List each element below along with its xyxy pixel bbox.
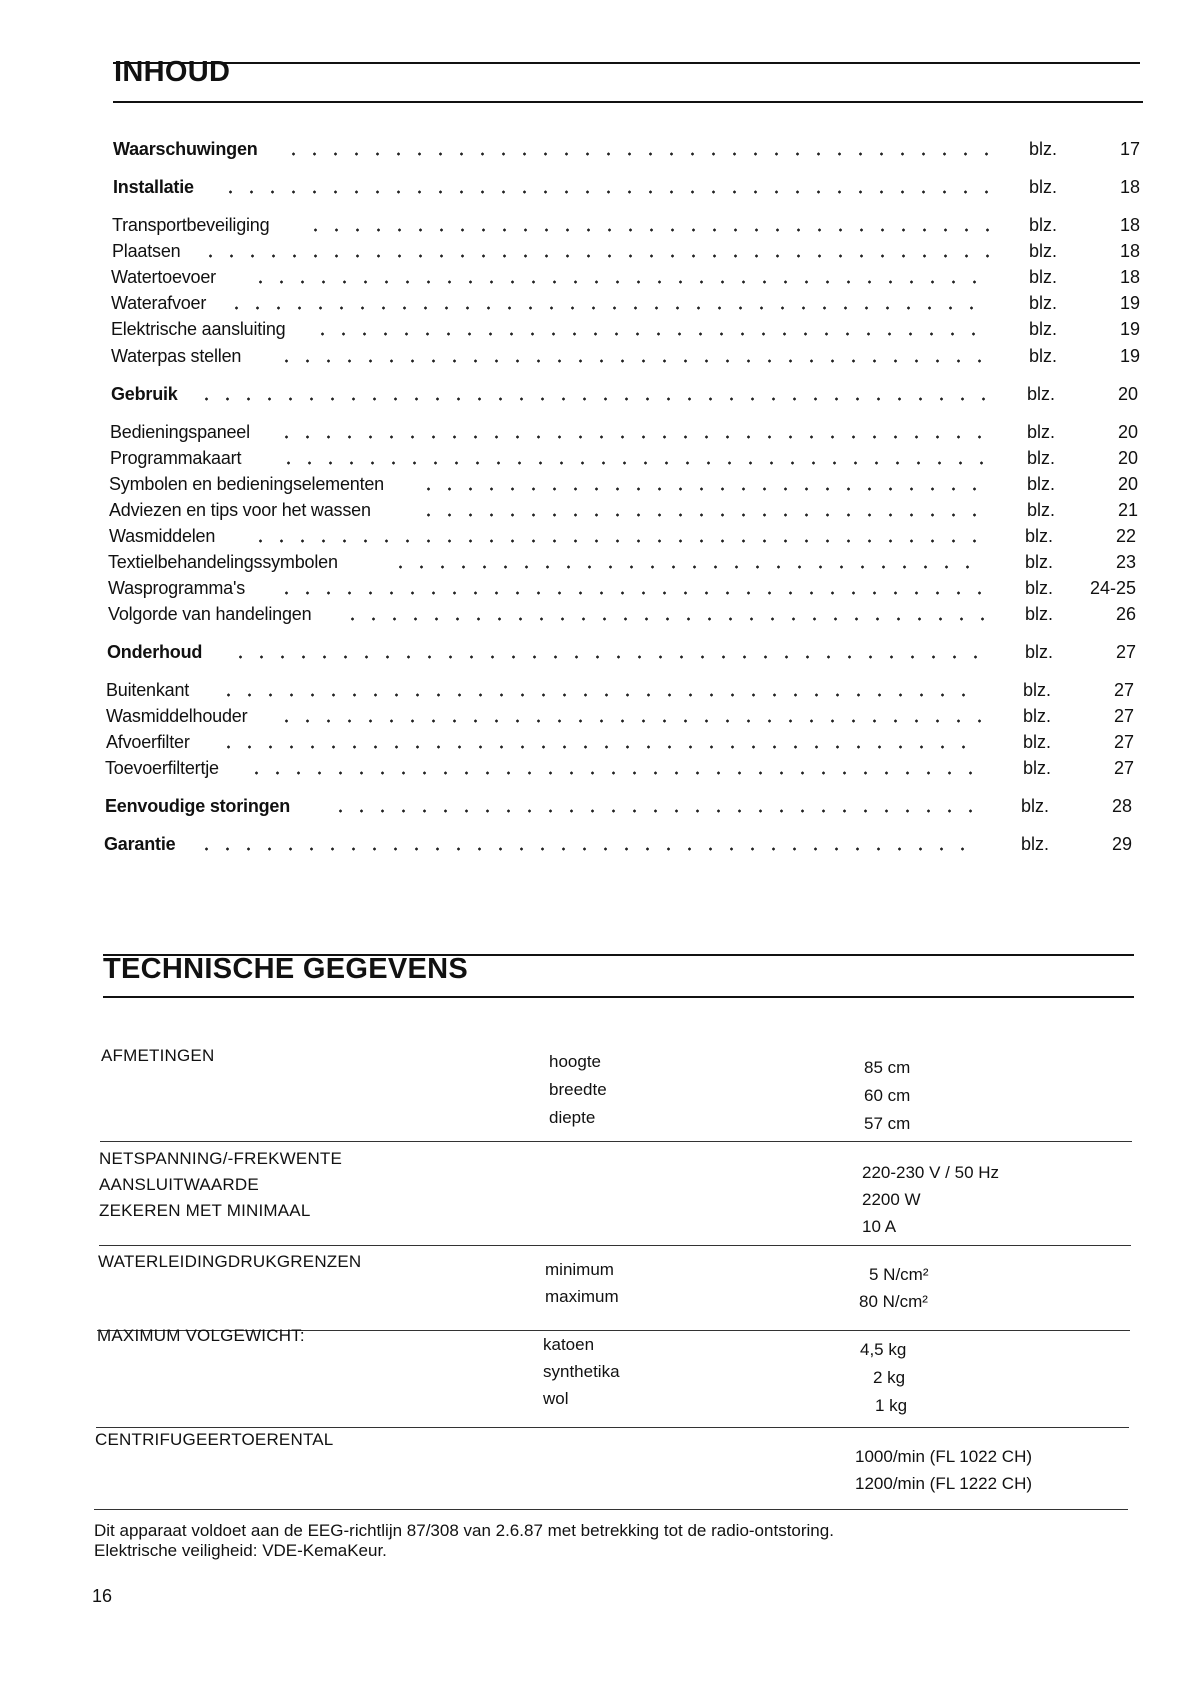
- spec-value-spin-1022: 1000/min (FL 1022 CH): [855, 1447, 1033, 1466]
- compliance-note: Dit apparaat voldoet aan de EEG-richtlijn 87/308 van 2.6.87 met betrekking tot de radio-ontstoring.: [94, 1521, 834, 1540]
- toc-entry-blz: blz.: [1027, 500, 1056, 520]
- spec-sub-hoogte: hoogte: [549, 1052, 601, 1071]
- spec-label-aansluitwaarde: AANSLUITWAARDE: [99, 1175, 259, 1194]
- toc-bottom-rule: [113, 101, 1143, 103]
- page-number: 16: [92, 1586, 113, 1606]
- toc-entry: [0, 319, 1189, 343]
- toc-entry-label: Bedieningspaneel: [110, 422, 250, 442]
- toc-entry: [0, 384, 1189, 408]
- toc-entry-page: 21: [1117, 500, 1138, 520]
- toc-entry-label: Volgorde van handelingen: [108, 604, 312, 624]
- toc-leader-dots: [196, 384, 987, 402]
- toc-entry-label: Onderhoud: [107, 642, 203, 662]
- toc-entry-label: Programmakaart: [110, 448, 242, 468]
- spec-value-breedte: 60 cm: [864, 1086, 911, 1105]
- toc-entry-page: 19: [1119, 293, 1140, 313]
- toc-entry-page: 18: [1119, 177, 1140, 197]
- spec-sub-minimum: minimum: [545, 1260, 614, 1279]
- spec-divider: [100, 1141, 1132, 1142]
- toc-entry: [0, 796, 1189, 820]
- toc-leader-dots: [250, 526, 985, 544]
- spec-value-spin-1222: 1200/min (FL 1222 CH): [855, 1474, 1033, 1493]
- toc-leader-dots: [246, 758, 983, 776]
- toc-entry-blz: blz.: [1025, 642, 1054, 662]
- toc-entry-label: Waterpas stellen: [111, 346, 242, 366]
- toc-entry-page: 27: [1113, 758, 1134, 778]
- toc-entry-label: Toevoerfiltertje: [105, 758, 219, 778]
- spec-sub-maximum: maximum: [545, 1287, 619, 1306]
- toc-entry: [0, 604, 1189, 628]
- toc-entry: [0, 552, 1189, 576]
- spec-divider: [96, 1427, 1129, 1428]
- spec-label-netspanning: NETSPANNING/-FREKWENTE: [99, 1149, 343, 1168]
- safety-note: Elektrische veiligheid: VDE-KemaKeur.: [94, 1541, 387, 1560]
- toc-entry: [0, 500, 1189, 524]
- spec-value-katoen: 4,5 kg: [860, 1340, 907, 1359]
- toc-entry-page: 29: [1111, 834, 1132, 854]
- spec-sub-katoen: katoen: [543, 1335, 595, 1354]
- toc-entry: [0, 139, 1189, 163]
- spec-label-zekeren: ZEKEREN MET MINIMAAL: [99, 1201, 311, 1220]
- toc-leader-dots: [312, 319, 989, 337]
- toc-entry: [0, 642, 1189, 666]
- toc-entry-label: Wasmiddelhouder: [106, 706, 248, 726]
- toc-entry: [0, 474, 1189, 498]
- toc-entry-label: Elektrische aansluiting: [111, 319, 286, 339]
- toc-entry: [0, 448, 1189, 472]
- toc-entry-label: Plaatsen: [112, 241, 181, 261]
- toc-leader-dots: [226, 293, 989, 311]
- spec-value-zekeren: 10 A: [862, 1217, 897, 1236]
- spec-sub-wol: wol: [543, 1389, 569, 1408]
- toc-entry-blz: blz.: [1027, 384, 1056, 404]
- toc-entry-blz: blz.: [1021, 834, 1050, 854]
- toc-entry-blz: blz.: [1023, 680, 1052, 700]
- toc-entry-page: 28: [1111, 796, 1132, 816]
- toc-entry-page: 20: [1117, 384, 1138, 404]
- toc-entry: [0, 758, 1189, 782]
- toc-leader-dots: [418, 500, 987, 518]
- toc-entry-blz: blz.: [1029, 177, 1058, 197]
- toc-entry-blz: blz.: [1021, 796, 1050, 816]
- toc-entry: [0, 241, 1189, 265]
- toc-leader-dots: [330, 796, 981, 814]
- toc-entry-blz: blz.: [1023, 732, 1052, 752]
- toc-entry-page: 18: [1119, 267, 1140, 287]
- toc-leader-dots: [218, 732, 983, 750]
- toc-entry-blz: blz.: [1025, 526, 1054, 546]
- toc-entry: [0, 526, 1189, 550]
- toc-entry-page: 18: [1119, 241, 1140, 261]
- toc-entry-page: 19: [1119, 346, 1140, 366]
- toc-leader-dots: [250, 267, 989, 285]
- toc-entry-page: 27: [1113, 680, 1134, 700]
- toc-entry: [0, 680, 1189, 704]
- toc-leader-dots: [200, 241, 989, 259]
- toc-entry: [0, 215, 1189, 239]
- spec-value-aansluitwaarde: 2200 W: [862, 1190, 921, 1209]
- toc-entry-label: Symbolen en bedieningselementen: [109, 474, 384, 494]
- toc-leader-dots: [196, 834, 981, 852]
- toc-entry-page: 26: [1115, 604, 1136, 624]
- toc-entry-label: Gebruik: [111, 384, 178, 404]
- toc-leader-dots: [276, 422, 987, 440]
- toc-entry-label: Garantie: [104, 834, 176, 854]
- toc-entry-blz: blz.: [1027, 474, 1056, 494]
- spec-sub-breedte: breedte: [549, 1080, 607, 1099]
- toc-entry-label: Textielbehandelingssymbolen: [108, 552, 338, 572]
- toc-entry-blz: blz.: [1029, 139, 1058, 159]
- spec-value-synthetika: 2 kg: [873, 1368, 906, 1387]
- toc-entry-page: 20: [1117, 448, 1138, 468]
- toc-entry-blz: blz.: [1025, 604, 1054, 624]
- spec-label-afmetingen: AFMETINGEN: [101, 1046, 215, 1065]
- toc-entry-page: 20: [1117, 474, 1138, 494]
- toc-entry-blz: blz.: [1029, 215, 1058, 235]
- toc-entry: [0, 346, 1189, 370]
- toc-entry-page: 20: [1117, 422, 1138, 442]
- toc-entry-label: Afvoerfilter: [106, 732, 190, 752]
- toc-leader-dots: [276, 706, 983, 724]
- toc-entry: [0, 732, 1189, 756]
- spec-label-volgewicht: MAXIMUM VOLGEWICHT:: [97, 1326, 305, 1345]
- specs-bottom-rule: [103, 996, 1134, 998]
- spec-divider: [99, 1245, 1131, 1246]
- toc-entry-label: Buitenkant: [106, 680, 190, 700]
- toc-entry-page: 24-25: [1089, 578, 1136, 598]
- toc-entry-blz: blz.: [1029, 293, 1058, 313]
- toc-entry-page: 23: [1115, 552, 1136, 572]
- toc-entry-blz: blz.: [1025, 552, 1054, 572]
- toc-leader-dots: [218, 680, 983, 698]
- toc-entry: [0, 422, 1189, 446]
- toc-leader-dots: [342, 604, 985, 622]
- toc-entry: [0, 267, 1189, 291]
- toc-entry-blz: blz.: [1027, 448, 1056, 468]
- toc-entry-label: Adviezen en tips voor het wassen: [109, 500, 371, 520]
- toc-entry: [0, 706, 1189, 730]
- toc-leader-dots: [220, 177, 989, 195]
- spec-label-waterdruk: WATERLEIDINGDRUKGRENZEN: [98, 1252, 362, 1271]
- toc-entry-page: 22: [1115, 526, 1136, 546]
- toc-entry: [0, 293, 1189, 317]
- spec-sub-diepte: diepte: [549, 1108, 596, 1127]
- spec-sub-synthetika: synthetika: [543, 1362, 620, 1381]
- toc-entry-blz: blz.: [1025, 578, 1054, 598]
- toc-entry-blz: blz.: [1029, 319, 1058, 339]
- toc-leader-dots: [390, 552, 985, 570]
- toc-entry-blz: blz.: [1029, 241, 1058, 261]
- toc-entry-page: 27: [1115, 642, 1136, 662]
- toc-leader-dots: [276, 578, 985, 596]
- toc-leader-dots: [278, 448, 987, 466]
- spec-value-diepte: 57 cm: [864, 1114, 911, 1133]
- spec-value-minimum: 5 N/cm²: [869, 1265, 929, 1284]
- toc-leader-dots: [230, 642, 985, 660]
- spec-value-wol: 1 kg: [875, 1396, 908, 1415]
- toc-entry: [0, 578, 1189, 602]
- toc-entry-label: Watertoevoer: [111, 267, 216, 287]
- toc-entry-blz: blz.: [1023, 758, 1052, 778]
- toc-entry-label: Transportbeveiliging: [112, 215, 270, 235]
- toc-entry-page: 19: [1119, 319, 1140, 339]
- toc-entry-page: 27: [1113, 732, 1134, 752]
- toc-entry-page: 27: [1113, 706, 1134, 726]
- toc-entry-label: Installatie: [113, 177, 194, 197]
- toc-leader-dots: [305, 215, 989, 233]
- toc-entry-label: Waarschuwingen: [113, 139, 258, 159]
- toc-entry-label: Waterafvoer: [111, 293, 207, 313]
- toc-entry-page: 17: [1119, 139, 1140, 159]
- spec-value-maximum: 80 N/cm²: [859, 1292, 928, 1311]
- toc-entry: [0, 834, 1189, 858]
- toc-entry-blz: blz.: [1027, 422, 1056, 442]
- spec-label-centrifuge: CENTRIFUGEERTOERENTAL: [95, 1430, 334, 1449]
- toc-leader-dots: [283, 139, 989, 157]
- toc-top-rule: [113, 62, 1140, 64]
- spec-divider: [94, 1509, 1128, 1510]
- toc-entry-label: Wasprogramma's: [108, 578, 245, 598]
- toc-entry-blz: blz.: [1023, 706, 1052, 726]
- toc-entry-blz: blz.: [1029, 346, 1058, 366]
- toc-entry-page: 18: [1119, 215, 1140, 235]
- toc-leader-dots: [418, 474, 987, 492]
- specs-heading: TECHNISCHE GEGEVENS: [103, 953, 469, 985]
- toc-entry: [0, 177, 1189, 201]
- toc-entry-label: Wasmiddelen: [109, 526, 216, 546]
- toc-leader-dots: [276, 346, 989, 364]
- toc-entry-blz: blz.: [1029, 267, 1058, 287]
- spec-value-hoogte: 85 cm: [864, 1058, 911, 1077]
- spec-value-netspanning: 220-230 V / 50 Hz: [862, 1163, 1000, 1182]
- toc-entry-label: Eenvoudige storingen: [105, 796, 291, 816]
- toc-heading: INHOUD: [114, 56, 231, 88]
